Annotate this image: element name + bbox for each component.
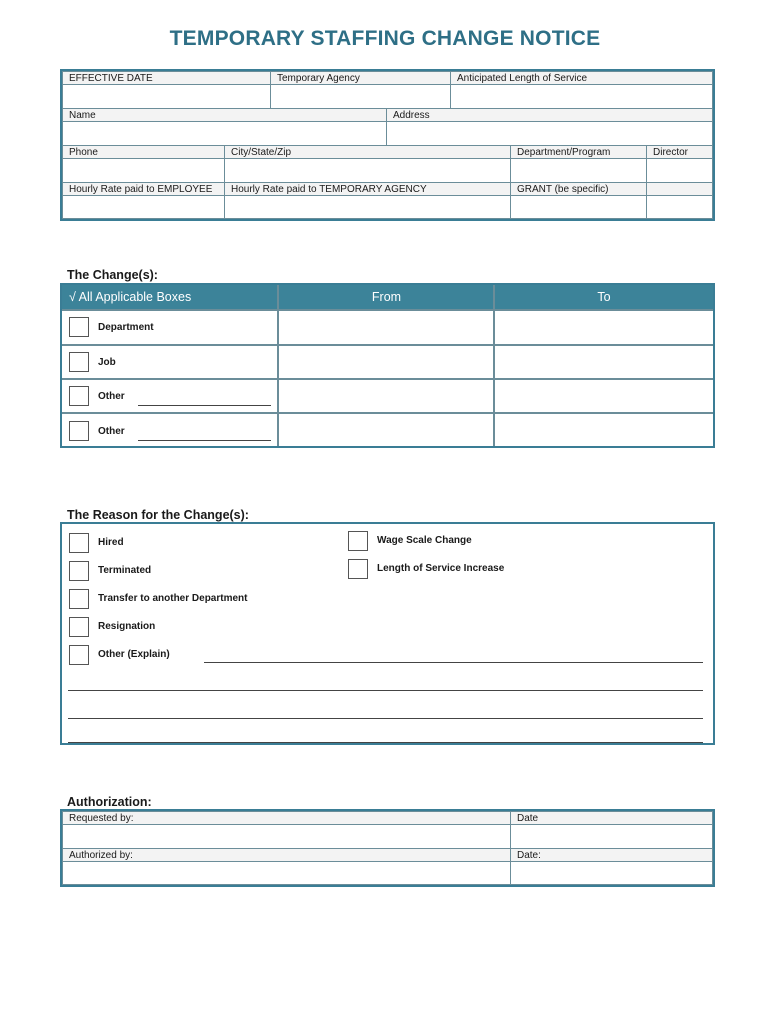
reason-title: The Reason for the Change(s): xyxy=(67,508,249,522)
other-option-label-2: Other xyxy=(98,426,125,437)
wage-scale-checkbox[interactable] xyxy=(348,531,368,551)
changes-table xyxy=(60,283,715,448)
date-label-1: Date xyxy=(510,811,713,825)
address-label: Address xyxy=(386,108,713,122)
hired-label: Hired xyxy=(98,537,124,548)
page-title: TEMPORARY STAFFING CHANGE NOTICE xyxy=(169,27,601,50)
department-program-field[interactable] xyxy=(510,158,647,183)
effective-date-label: EFFECTIVE DATE xyxy=(62,71,271,85)
address-field[interactable] xyxy=(386,121,713,146)
name-label: Name xyxy=(62,108,387,122)
transfer-label: Transfer to another Department xyxy=(98,593,248,604)
length-increase-label: Length of Service Increase xyxy=(377,563,505,574)
terminated-checkbox[interactable] xyxy=(69,561,89,581)
temporary-agency-label: Temporary Agency xyxy=(270,71,451,85)
other-checkbox-1[interactable] xyxy=(69,386,89,406)
length-increase-checkbox[interactable] xyxy=(348,559,368,579)
row-divider xyxy=(62,309,713,311)
changes-header-from: From xyxy=(279,285,494,309)
hourly-rate-employee-field[interactable] xyxy=(62,195,225,219)
date-field-2[interactable] xyxy=(510,861,713,885)
reason-box xyxy=(60,522,715,745)
phone-label: Phone xyxy=(62,145,225,159)
changes-header-to: To xyxy=(495,285,713,309)
explain-line-3[interactable] xyxy=(68,718,703,719)
grant-extra-field[interactable] xyxy=(646,195,713,219)
other-specify-line-1[interactable] xyxy=(138,405,271,406)
department-checkbox[interactable] xyxy=(69,317,89,337)
department-option-label: Department xyxy=(98,322,154,333)
other-checkbox-2[interactable] xyxy=(69,421,89,441)
hourly-rate-agency-field[interactable] xyxy=(224,195,511,219)
changes-header-boxes: √ All Applicable Boxes xyxy=(62,285,278,309)
hourly-rate-employee-label: Hourly Rate paid to EMPLOYEE xyxy=(62,182,225,196)
job-checkbox[interactable] xyxy=(69,352,89,372)
temporary-agency-field[interactable] xyxy=(270,84,451,109)
hired-checkbox[interactable] xyxy=(69,533,89,553)
requested-by-field[interactable] xyxy=(62,824,511,849)
wage-scale-label: Wage Scale Change xyxy=(377,535,472,546)
job-option-label: Job xyxy=(98,357,116,368)
changes-title: The Change(s): xyxy=(67,268,158,282)
date-label-2: Date: xyxy=(510,848,713,862)
anticipated-length-field[interactable] xyxy=(450,84,713,109)
transfer-checkbox[interactable] xyxy=(69,589,89,609)
explain-line-2[interactable] xyxy=(68,690,703,691)
other-explain-checkbox[interactable] xyxy=(69,645,89,665)
resignation-checkbox[interactable] xyxy=(69,617,89,637)
other-option-label-1: Other xyxy=(98,391,125,402)
authorized-by-field[interactable] xyxy=(62,861,511,885)
department-program-label: Department/Program xyxy=(510,145,647,159)
resignation-label: Resignation xyxy=(98,621,156,632)
director-field[interactable] xyxy=(646,158,713,183)
name-field[interactable] xyxy=(62,121,387,146)
row-divider xyxy=(62,412,713,414)
anticipated-length-label: Anticipated Length of Service xyxy=(450,71,713,85)
authorization-grid xyxy=(60,809,715,887)
terminated-label: Terminated xyxy=(98,565,152,576)
authorization-title: Authorization: xyxy=(67,795,152,809)
authorized-by-label: Authorized by: xyxy=(62,848,511,862)
row-divider xyxy=(62,344,713,346)
explain-line-1[interactable] xyxy=(204,662,703,663)
phone-field[interactable] xyxy=(62,158,225,183)
requested-by-label: Requested by: xyxy=(62,811,511,825)
effective-date-field[interactable] xyxy=(62,84,271,109)
grant-field[interactable] xyxy=(510,195,647,219)
hourly-rate-agency-label: Hourly Rate paid to TEMPORARY AGENCY xyxy=(224,182,511,196)
grant-extra-label xyxy=(646,182,713,196)
employee-info-grid xyxy=(60,69,715,221)
director-label: Director xyxy=(646,145,713,159)
grant-label: GRANT (be specific) xyxy=(510,182,647,196)
date-field-1[interactable] xyxy=(510,824,713,849)
city-state-zip-label: City/State/Zip xyxy=(224,145,511,159)
explain-line-4[interactable] xyxy=(68,742,703,743)
other-explain-label: Other (Explain) xyxy=(98,649,170,660)
other-specify-line-2[interactable] xyxy=(138,440,271,441)
city-state-zip-field[interactable] xyxy=(224,158,511,183)
row-divider xyxy=(62,378,713,380)
